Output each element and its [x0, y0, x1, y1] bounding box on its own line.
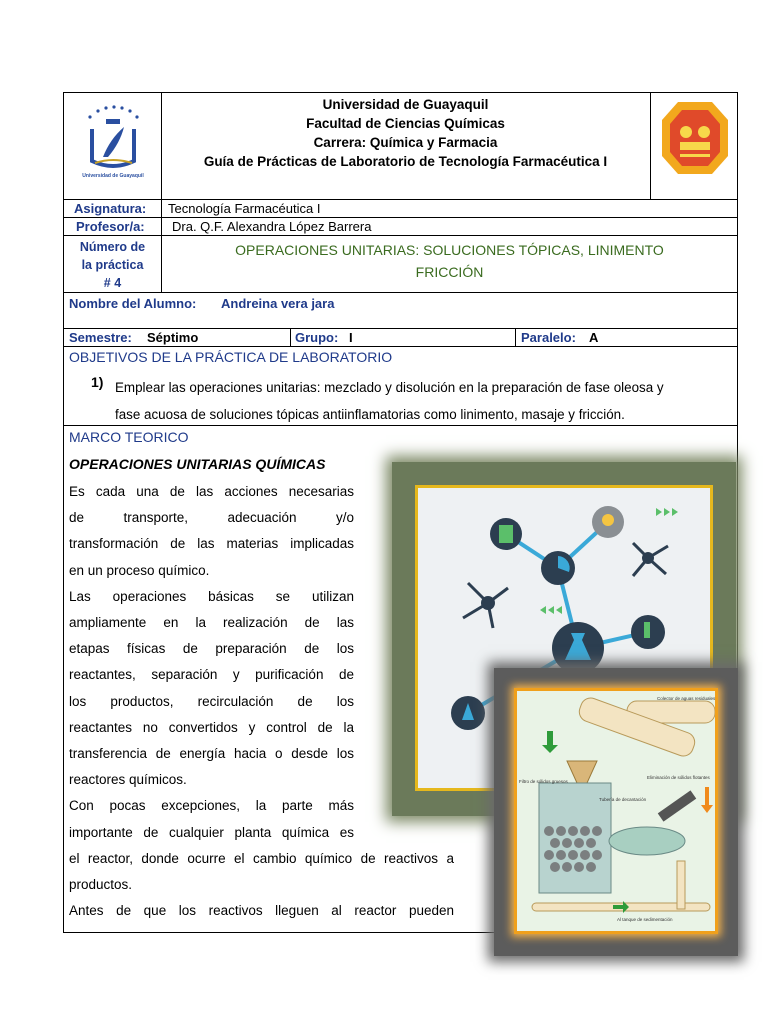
subject-label: Asignatura: — [74, 201, 147, 216]
row-divider — [161, 200, 162, 217]
semester-row — [64, 329, 737, 347]
student-row — [64, 293, 737, 329]
objectives-heading: OBJETIVOS DE LA PRÁCTICA DE LABORATORIO — [69, 349, 393, 365]
theory-subheading: OPERACIONES UNITARIAS QUÍMICAS — [69, 456, 326, 472]
faculty-logo — [660, 100, 730, 176]
water-treatment-figure — [494, 668, 738, 956]
university-logo — [70, 99, 156, 187]
theory-line: Las operaciones básicas se utilizan — [69, 588, 354, 604]
theory-line: en un proceso químico. — [69, 562, 210, 578]
theory-line: Es cada una de las acciones necesarias — [69, 484, 354, 499]
group-label: Grupo: — [295, 330, 339, 345]
objective-text — [115, 374, 664, 428]
theory-line: reactores químicos. — [69, 772, 187, 788]
label-removal: Eliminación de sólidos flotantes — [647, 775, 710, 780]
professor-value: Dra. Q.F. Alexandra López Barrera — [172, 219, 372, 234]
header-divider-right — [650, 93, 651, 199]
theory-line: transferencia de energía hacia o desde los — [69, 746, 354, 762]
theory-line: el reactor, donde ocurre el cambio químico de reactivos a — [69, 851, 454, 866]
objective-text-line2: fase acuosa de soluciones tópicas antiinflamatorias como linimento, masaje y fricción. — [115, 407, 625, 422]
practice-title-line2: FRICCIÓN — [415, 264, 484, 280]
practice-title-line1: OPERACIONES UNITARIAS: SOLUCIONES TÓPICAS, LINIMENTO — [235, 242, 664, 258]
semester-value: Séptimo — [147, 330, 199, 345]
label-collector: Colector de aguas residuales — [657, 696, 715, 701]
theory-line: productos. — [69, 877, 133, 893]
row-divider — [290, 329, 291, 346]
practice-title — [162, 239, 737, 283]
theory-line: reactantes, separación y purificación de — [69, 667, 354, 683]
semester-label: Semestre: — [69, 330, 132, 345]
row-divider — [515, 329, 516, 346]
header-university: Universidad de Guayaquil — [322, 97, 489, 112]
theory-line: de transporte, adecuación y/o — [69, 510, 354, 526]
objective-text-line1: Emplear las operaciones unitarias: mezclado y disolución en la preparación de fase oleosa y — [115, 380, 664, 395]
row-divider — [161, 218, 162, 235]
theory-line: ampliamente en la realización de las — [69, 615, 354, 631]
professor-label: Profesor/a: — [76, 219, 145, 234]
header-row — [64, 93, 737, 200]
practice-number-label — [64, 238, 161, 292]
professor-row — [64, 218, 737, 236]
theory-line: Antes de que los reactivos lleguen al reactor pueden — [69, 903, 454, 919]
theory-line: etapas físicas de preparación de los — [69, 641, 354, 657]
practice-number-label-line2: la práctica — [81, 258, 144, 272]
label-pipe: Tubería de decantación — [599, 797, 647, 802]
water-treatment-diagram — [517, 691, 715, 931]
subject-value: Tecnología Farmacéutica I — [168, 201, 321, 216]
theory-paragraph — [69, 479, 354, 846]
faculty-shield-icon — [660, 100, 730, 176]
practice-number-row — [64, 236, 737, 293]
theory-heading: MARCO TEORICO — [69, 429, 189, 445]
parallel-value: A — [589, 330, 599, 345]
group-value: I — [349, 330, 353, 345]
parallel-label: Paralelo: — [521, 330, 576, 345]
header-guide-title: Guía de Prácticas de Laboratorio de Tecnología Farmacéutica I — [203, 154, 608, 169]
header-faculty: Facultad de Ciencias Químicas — [306, 116, 505, 131]
theory-line: los productos, recirculación de los — [69, 693, 354, 709]
theory-line: transformación de las materias implicadas — [69, 536, 354, 552]
objectives-row — [64, 347, 737, 426]
water-treatment-frame — [514, 688, 718, 934]
header-career: Carrera: Química y Farmacia — [313, 135, 498, 150]
theory-line: Con pocas excepciones, la parte más — [69, 798, 354, 814]
practice-number-value: # 4 — [103, 276, 122, 290]
student-value: Andreina vera jara — [221, 296, 335, 311]
label-filter: Filtro de sólidos gruesos — [519, 779, 568, 784]
theory-line: reactantes no convertidos y control de la — [69, 719, 354, 735]
student-label: Nombre del Alumno: — [69, 296, 197, 311]
objective-number: 1) — [91, 374, 104, 390]
university-logo-caption: Universidad de Guayaquil — [82, 173, 144, 179]
header-title-block — [162, 95, 649, 171]
theory-paragraph-wide — [69, 846, 454, 925]
subject-row — [64, 200, 737, 218]
theory-line: importante de cualquier planta química es — [69, 824, 354, 840]
practice-number-label-line1: Número de — [79, 240, 146, 254]
label-tank: Al tanque de sedimentación — [617, 917, 673, 922]
